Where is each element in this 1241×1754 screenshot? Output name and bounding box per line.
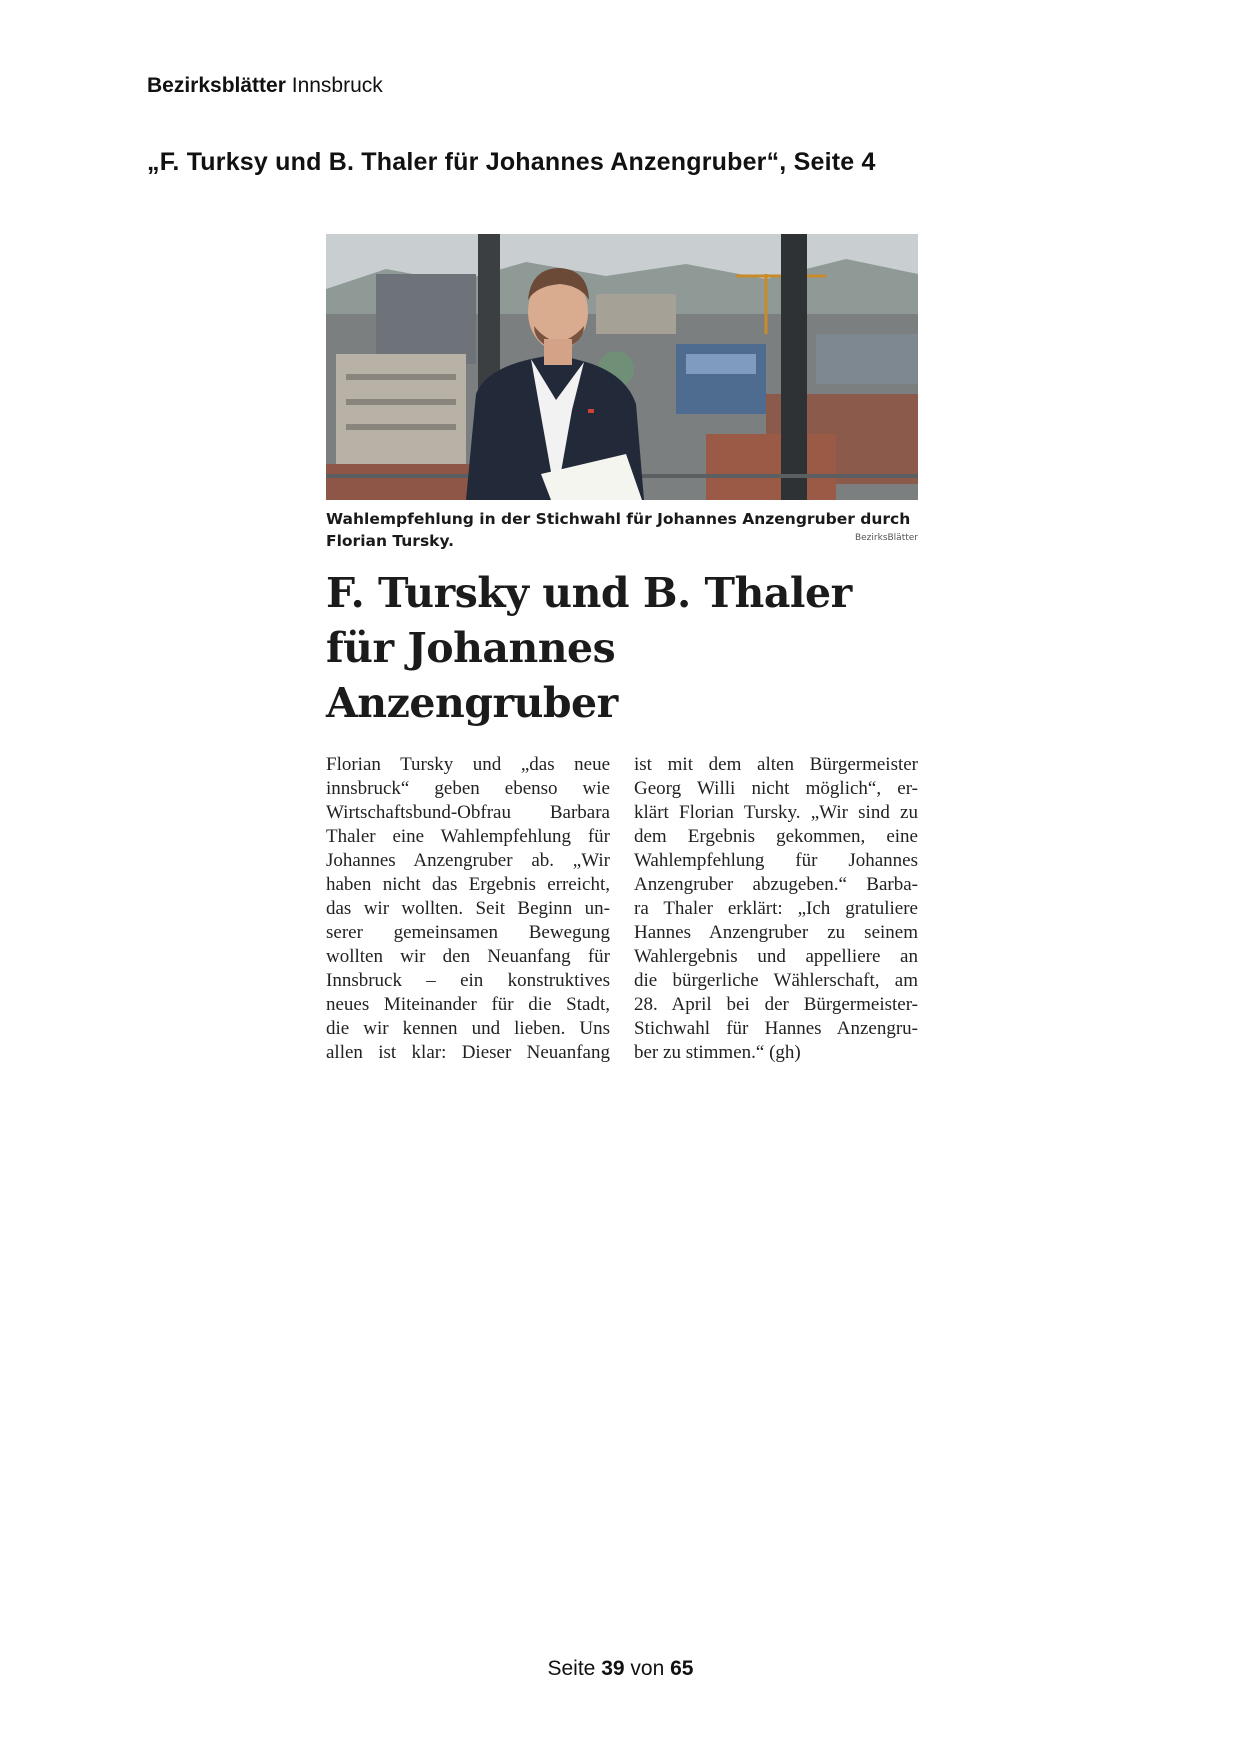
article-body — [326, 753, 918, 1065]
body-line: Stichwahl für Hannes Anzengru- — [634, 1018, 918, 1039]
body-line: Florian Tursky und „das neue — [326, 754, 610, 775]
body-line: haben nicht das Ergebnis erreicht, — [326, 874, 610, 895]
page-footer — [0, 1657, 1241, 1681]
body-line: Wirtschaftsbund-Obfrau Barbara — [326, 802, 610, 823]
body-line: ist mit dem alten Bürgermeister — [634, 754, 918, 775]
body-line: 28. April bei der Bürgermeister- — [634, 994, 918, 1015]
body-line: Anzengruber abzugeben.“ Barba- — [634, 874, 918, 895]
footer-middle: von — [630, 1657, 665, 1680]
photo-caption: Wahlempfehlung in der Stichwahl für Johannes Anzengruber durch Florian Tursky. BezirksBlätter — [326, 510, 918, 550]
headline-line-2: für Johannes Anzengruber — [326, 624, 618, 727]
body-line: Georg Willi nicht möglich“, er- — [634, 778, 918, 799]
body-line: klärt Florian Tursky. „Wir sind zu — [634, 802, 918, 823]
body-line: das wir wollten. Seit Beginn un- — [326, 898, 610, 919]
headline-line-1: F. Tursky und B. Thaler — [326, 569, 852, 617]
publication-name: Bezirksblätter — [147, 74, 286, 97]
document-title: „F. Turksy und B. Thaler für Johannes Anzengruber“, Seite 4 — [147, 148, 876, 176]
body-line: dem Ergebnis gekommen, eine — [634, 826, 918, 847]
total-pages: 65 — [670, 1657, 694, 1680]
body-line: wollten wir den Neuanfang für — [326, 946, 610, 967]
body-line: die bürgerliche Wählerschaft, am — [634, 970, 918, 991]
body-line: Innsbruck – ein konstruktives — [326, 970, 610, 991]
body-line: ra Thaler erklärt: „Ich gratuliere — [634, 898, 918, 919]
body-line: Johannes Anzengruber ab. „Wir — [326, 850, 610, 871]
body-line: Hannes Anzengruber zu seinem — [634, 922, 918, 943]
article-headline — [326, 566, 918, 731]
article-column-1 — [326, 753, 610, 1065]
article-column-2 — [634, 753, 918, 1065]
body-line: serer gemeinsamen Bewegung — [326, 922, 610, 943]
body-line: Wahlempfehlung für Johannes — [634, 850, 918, 871]
footer-prefix: Seite — [547, 1657, 596, 1680]
body-line: die wir kennen und lieben. Uns — [326, 1018, 610, 1039]
publication-header — [147, 74, 383, 98]
body-line: neues Miteinander für die Stadt, — [326, 994, 610, 1015]
article-photo — [326, 234, 918, 500]
body-line: Thaler eine Wahlempfehlung für — [326, 826, 610, 847]
photo-credit: BezirksBlätter — [854, 533, 918, 543]
body-line: Wahlergebnis und appelliere an — [634, 946, 918, 967]
publication-region: Innsbruck — [291, 74, 383, 97]
body-line: innsbruck“ geben ebenso wie — [326, 778, 610, 799]
body-line: ber zu stimmen.“ (gh) — [634, 1042, 801, 1063]
body-line: allen ist klar: Dieser Neuanfang — [326, 1042, 610, 1063]
current-page: 39 — [601, 1657, 625, 1680]
newspaper-clipping — [326, 234, 918, 1065]
